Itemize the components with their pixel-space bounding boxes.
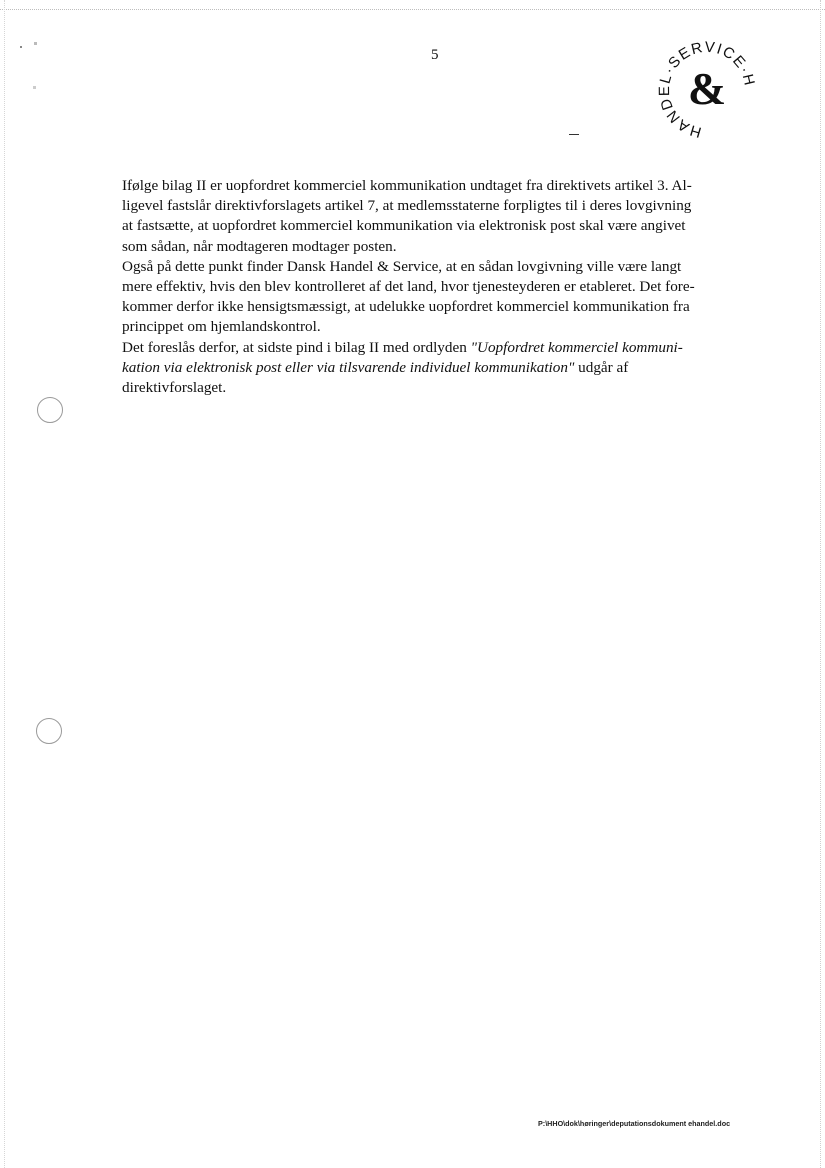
scan-border-right xyxy=(820,0,821,1168)
text-line: at fastsætte, at uopfordret kommerciel kommunikation via elektronisk post skal være angivet xyxy=(122,217,686,235)
text-line: mere effektiv, hvis den blev kontrolleret af det land, hvor tjenesteyderen er etableret. Det fore- xyxy=(122,278,695,296)
text-line: kation via elektronisk post eller via tilsvarende individuel kommunikation" udgår af xyxy=(122,358,629,376)
header-dash xyxy=(569,134,579,135)
scan-speck xyxy=(34,42,37,45)
text-line: som sådan, når modtageren modtager posten. xyxy=(122,237,397,255)
text-line: Det foreslås derfor, at sidste pind i bilag II med ordlyden "Uopfordret kommerciel kommuni- xyxy=(122,338,683,356)
body-text xyxy=(122,176,754,398)
svg-text:HANDEL·SERVICE·H: HANDEL·SERVICE· H xyxy=(655,40,759,140)
page-number: 5 xyxy=(431,47,439,63)
handel-service-seal-icon xyxy=(655,40,760,140)
scan-border-left xyxy=(4,0,5,1168)
text-line: ligevel fastslår direktivforslagets artikel 7, at medlemsstaterne forpligtes til i deres lovgivning xyxy=(122,197,692,215)
scan-speck xyxy=(20,46,22,48)
quoted-text: kation via elektronisk post eller via tilsvarende individuel kommunikation" xyxy=(122,358,575,376)
logo-ring-text: HANDEL·SERVICE· xyxy=(655,40,754,140)
logo-ampersand: & xyxy=(687,63,727,114)
handel-service-logo xyxy=(655,40,760,140)
footer-file-path: P:\HHO\dok\høringer\deputationsdokument ehandel.doc xyxy=(538,1119,731,1128)
text-line: Ifølge bilag II er uopfordret kommerciel kommunikation undtaget fra direktivets artikel 3. Al- xyxy=(122,177,692,194)
scan-border-top xyxy=(0,9,825,10)
punch-hole xyxy=(36,718,62,744)
text-line: Også på dette punkt finder Dansk Handel & Service, at en sådan lovgivning ville være langt xyxy=(122,257,682,275)
text-line: princippet om hjemlandskontrol. xyxy=(122,318,321,336)
punch-hole xyxy=(37,397,63,423)
text-line: kommer derfor ikke hensigtsmæssigt, at udelukke uopfordret kommerciel kommunikation fra xyxy=(122,298,690,316)
quoted-text: "Uopfordret kommerciel kommuni- xyxy=(470,338,683,356)
scan-speck xyxy=(33,86,36,89)
text-line: direktivforslaget. xyxy=(122,379,227,397)
